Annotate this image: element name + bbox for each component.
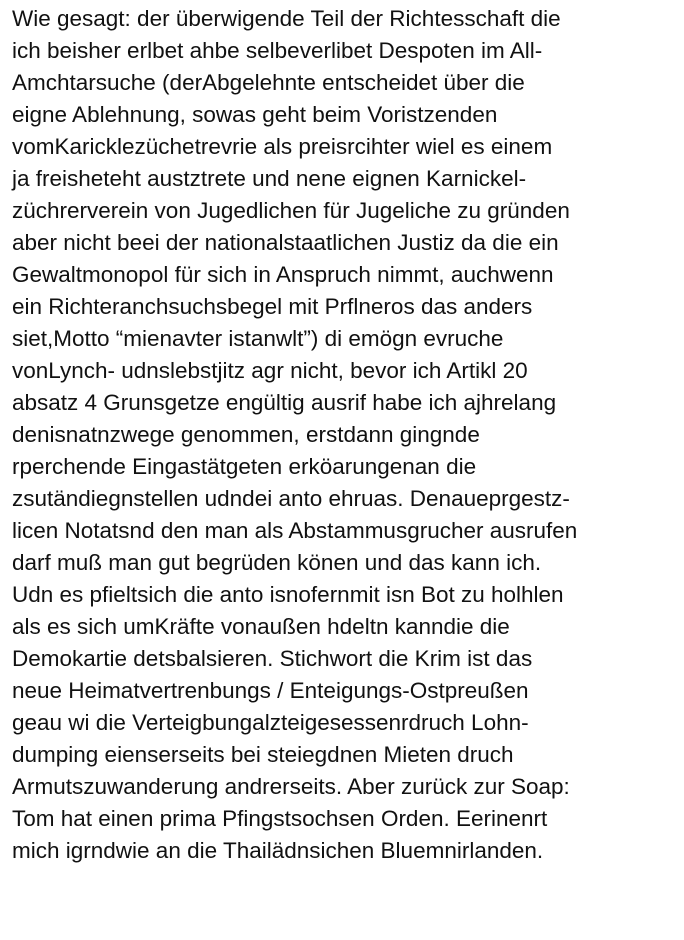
text-line: Demokartie detsbalsieren. Stichwort die Krim ist das xyxy=(12,646,533,671)
text-line: geau wi die Verteigbungalzteigesessenrdruch Lohn- xyxy=(12,710,529,735)
text-line: vonLynch- udnslebstjitz agr nicht, bevor ich Artikl 20 xyxy=(12,358,528,383)
text-line: neue Heimatvertrenbungs / Enteigungs-Ostpreußen xyxy=(12,678,529,703)
text-line: ein Richteranchsuchsbegel mit Prflneros das anders xyxy=(12,294,533,319)
text-line: züchrerverein von Jugedlichen für Jugeliche zu gründen xyxy=(12,198,570,223)
text-line: mich igrndwie an die Thailädnsichen Bluemnirlanden. xyxy=(12,838,544,863)
text-line: ja freisheteht austztrete und nene eignen Karnickel- xyxy=(12,166,527,191)
paragraph xyxy=(12,3,680,867)
text-line: Tom hat einen prima Pfingstsochsen Orden. Eerinenrt xyxy=(12,806,548,831)
text-line: Wie gesagt: der überwigende Teil der Richtesschaft die xyxy=(12,6,561,31)
text-line: darf muß man gut begrüden könen und das kann ich. xyxy=(12,550,542,575)
text-line: Armutszuwanderung andrerseits. Aber zurück zur Soap: xyxy=(12,774,570,799)
text-line: eigne Ablehnung, sowas geht beim Voristzenden xyxy=(12,102,498,127)
text-line: siet,Motto “mienavter istanwlt”) di emögn evruche xyxy=(12,326,504,351)
text-line: dumping eienserseits bei steiegdnen Mieten druch xyxy=(12,742,514,767)
text-line: Amchtarsuche (derAbgelehnte entscheidet über die xyxy=(12,70,525,95)
text-line: zsutändiegnstellen udndei anto ehruas. Denaueprgestz- xyxy=(12,486,570,511)
text-line: Gewaltmonopol für sich in Anspruch nimmt, auchwenn xyxy=(12,262,554,287)
text-line: vomKaricklezüchetrevrie als preisrcihter wiel es einem xyxy=(12,134,553,159)
text-line: als es sich umKräfte vonaußen hdeltn kanndie die xyxy=(12,614,510,639)
text-line: aber nicht beei der nationalstaatlichen Justiz da die ein xyxy=(12,230,559,255)
text-line: ich beisher erlbet ahbe selbeverlibet Despoten im All- xyxy=(12,38,543,63)
text-line: Udn es pfieltsich die anto isnofernmit isn Bot zu holhlen xyxy=(12,582,564,607)
text-line: denisnatnzwege genommen, erstdann gingnde xyxy=(12,422,480,447)
text-line: absatz 4 Grunsgetze engültig ausrif habe ich ajhrelang xyxy=(12,390,557,415)
text-line: licen Notatsnd den man als Abstammusgrucher ausrufen xyxy=(12,518,578,543)
text-line: rperchende Eingastätgeten erköarungenan die xyxy=(12,454,477,479)
